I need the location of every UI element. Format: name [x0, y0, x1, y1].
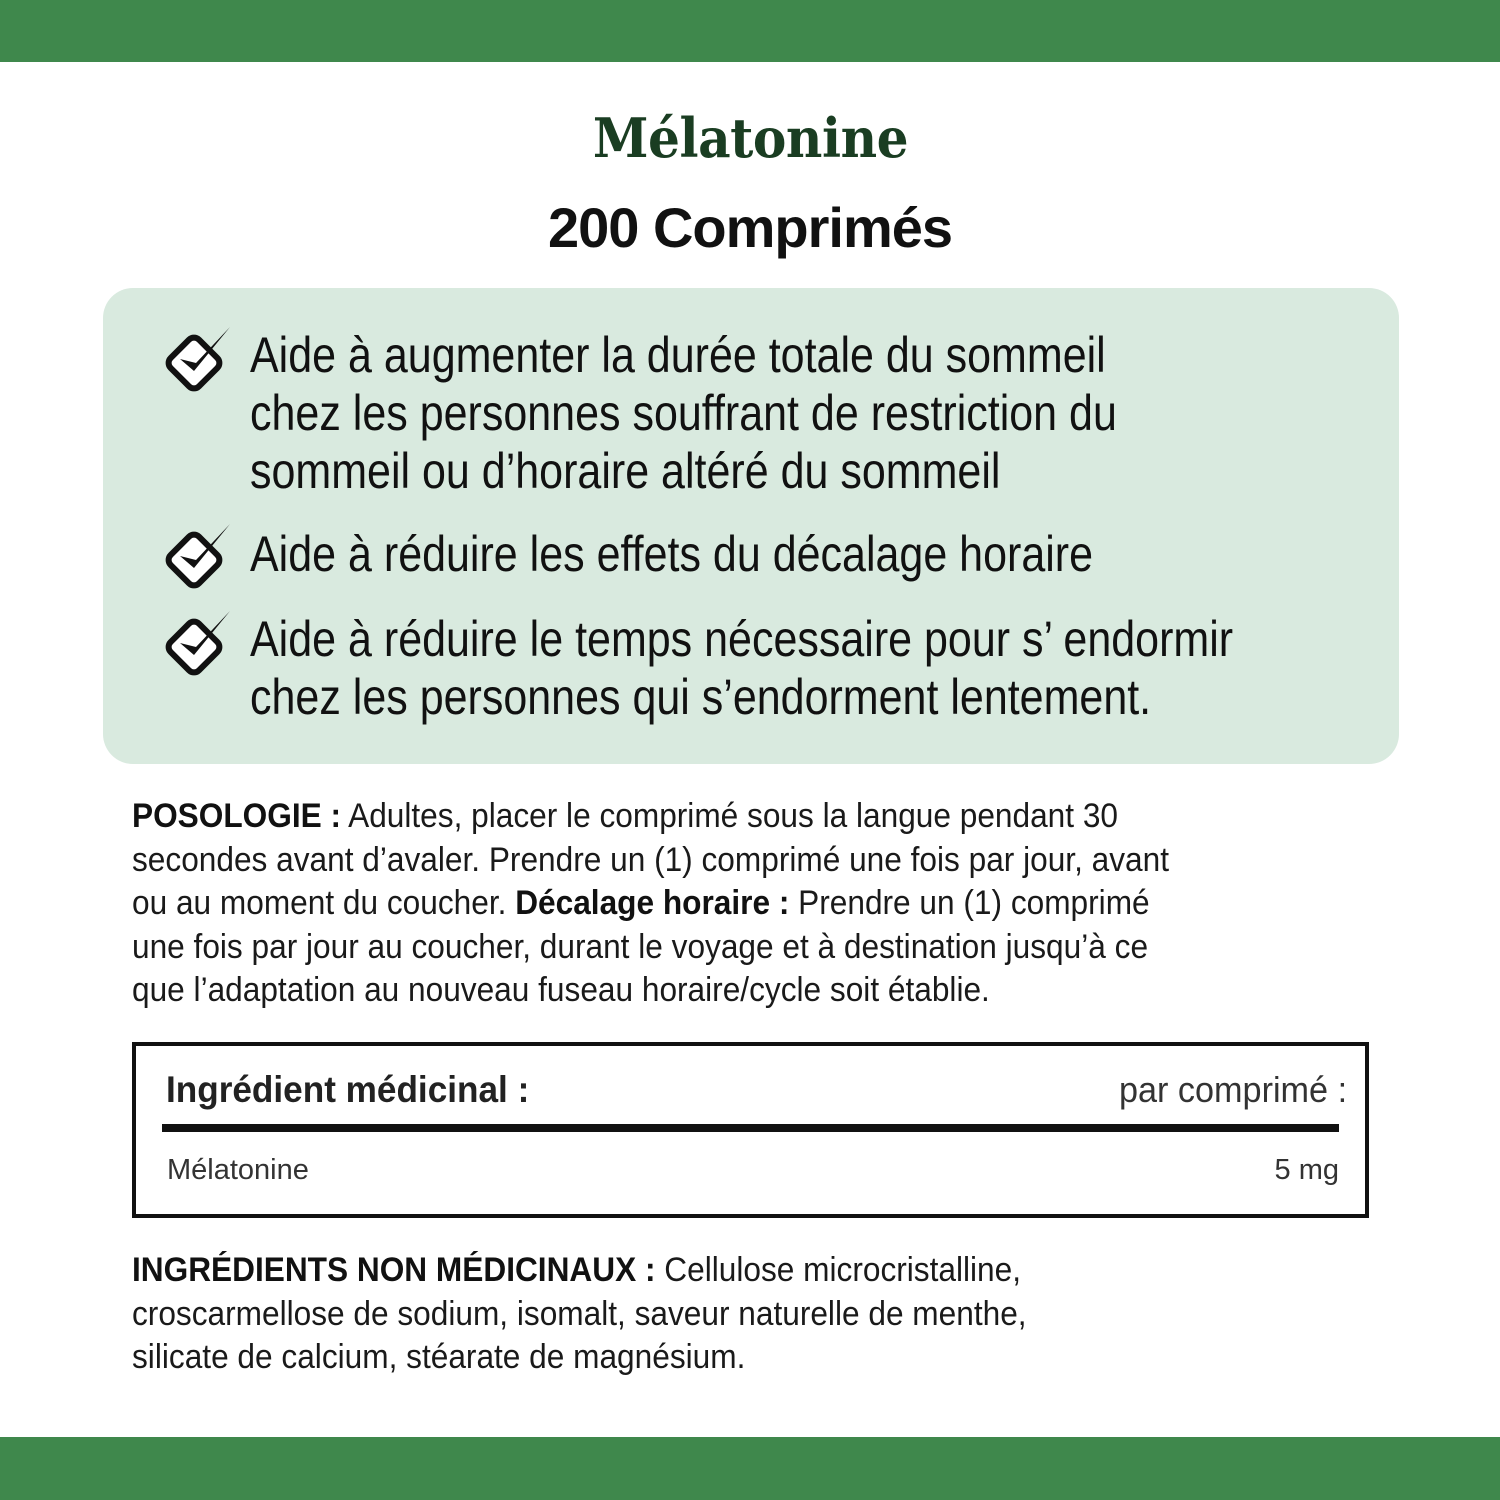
bottom-green-band: [0, 1437, 1500, 1500]
jetlag-label: Décalage horaire :: [515, 884, 790, 922]
product-count: 200 Comprimés: [547, 196, 953, 259]
product-title: Mélatonine: [592, 106, 908, 170]
table-row-ingredient-name: Mélatonine: [167, 1154, 309, 1186]
top-green-band: [0, 0, 1500, 62]
benefit-line: Aide à réduire les effets du décalage horaire: [250, 526, 1094, 582]
non-medicinal-label: INGRÉDIENTS NON MÉDICINAUX :: [132, 1251, 656, 1289]
benefit-line: Aide à réduire le temps nécessaire pour s’ endormir: [250, 611, 1234, 667]
benefit-line: chez les personnes qui s’endorment lentement.: [250, 669, 1152, 725]
diamond-check-icon: [158, 605, 238, 685]
table-header-amount: par comprimé :: [1118, 1069, 1347, 1110]
table-header-ingredient: Ingrédient médicinal :: [166, 1069, 530, 1110]
benefit-line: chez les personnes souffrant de restriction du: [250, 385, 1117, 441]
table-row-ingredient-amount: 5 mg: [1274, 1154, 1339, 1186]
diamond-check-icon: [158, 321, 238, 401]
table-divider: [162, 1124, 1339, 1132]
medicinal-ingredient-table: [132, 1042, 1369, 1218]
diamond-check-icon: [158, 518, 238, 598]
dosage-label: POSOLOGIE :: [132, 797, 342, 835]
benefit-line: sommeil ou d’horaire altéré du sommeil: [250, 443, 1001, 499]
benefits-panel: [103, 288, 1399, 764]
non-medicinal-ingredients: INGRÉDIENTS NON MÉDICINAUX : Cellulose microcristalline, croscarmellose de sodium, isomalt, saveur naturelle de menthe, silicate de calcium, stéarate de magnésium.: [132, 1251, 1027, 1376]
benefit-line: Aide à augmenter la durée totale du sommeil: [250, 327, 1106, 383]
dosage-section: POSOLOGIE : Adultes, placer le comprimé sous la langue pendant 30 secondes avant d’avaler. Prendre un (1) comprimé une fois par jour, avant ou au moment du coucher. Décalage horaire : Prendre un (1) comprimé une fois par jour au coucher, durant le voyage et à destination jusqu’à ce que l’adaptation au nouveau fuseau horaire/cycle soit établie.: [132, 797, 1170, 1009]
